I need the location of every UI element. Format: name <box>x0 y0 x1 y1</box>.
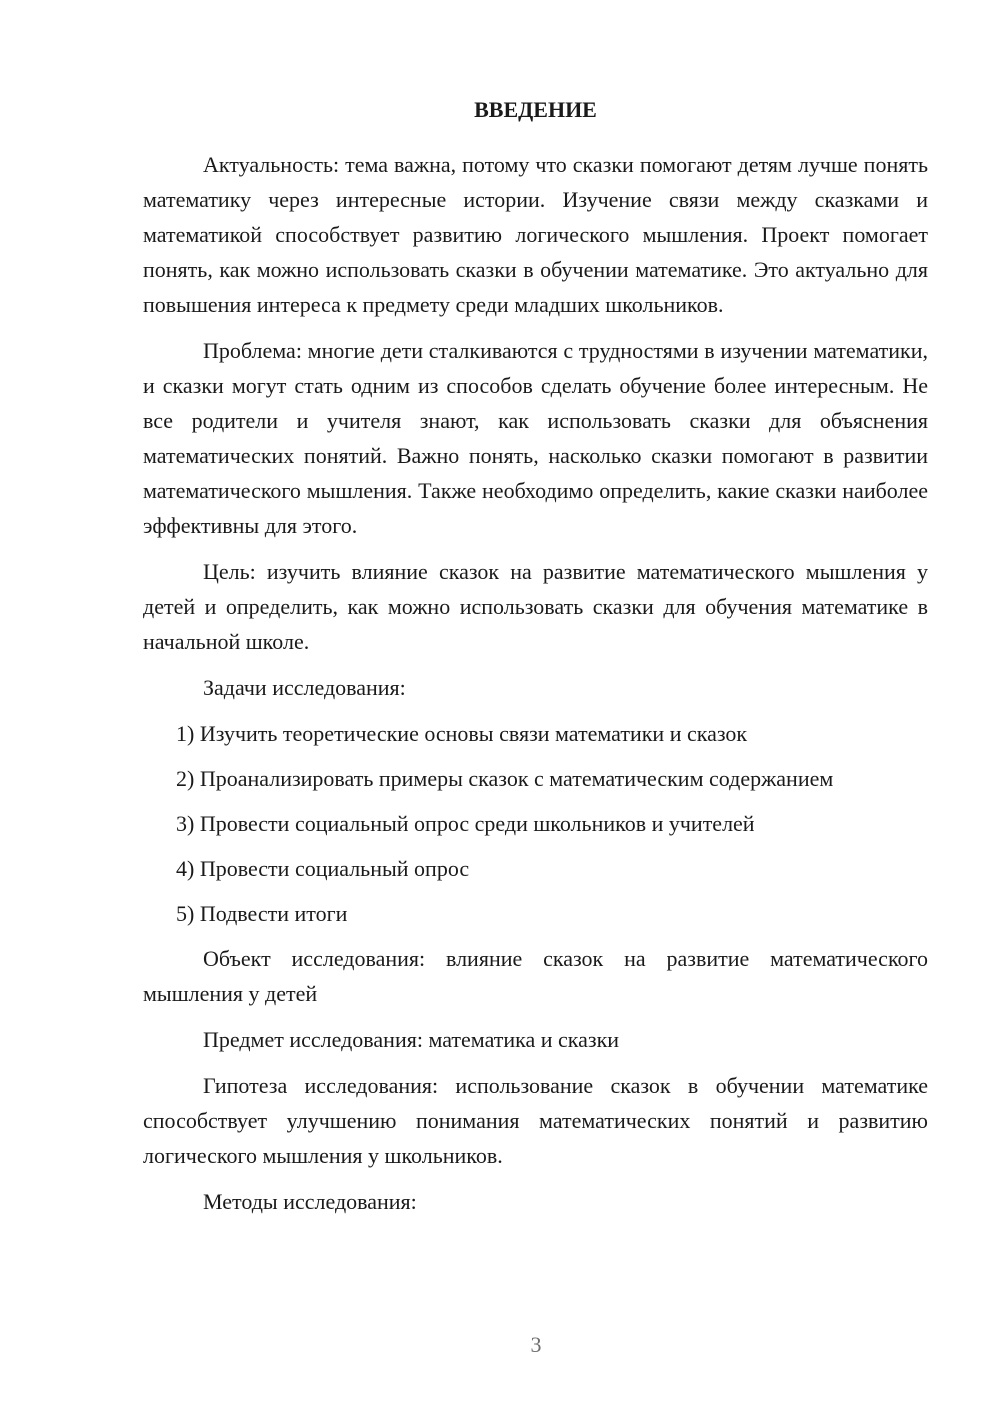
hypothesis-paragraph: Гипотеза исследования: использование сказок в обучении математике способствует улучшению понимания математических понятий и развитию логического мышления у школьников. <box>143 1073 928 1168</box>
section-title: ВВЕДЕНИЕ <box>474 97 597 122</box>
task-item: 5) Подвести итоги <box>176 901 348 926</box>
object-paragraph: Объект исследования: влияние сказок на развитие математического мышления у детей <box>143 946 928 1006</box>
task-item: 1) Изучить теоретические основы связи математики и сказок <box>176 721 748 746</box>
task-item: 4) Провести социальный опрос <box>176 856 470 881</box>
task-item: 2) Проанализировать примеры сказок с математическим содержанием <box>176 766 834 791</box>
page-number: 3 <box>530 1332 542 1357</box>
actuality-paragraph: Актуальность: тема важна, потому что сказки помогают детям лучше понять математику через интересные истории. Изучение связи между сказками и математикой способствует развитию логического мышления. Проект помогает понять, как можно использовать сказки в обучении математике. Это актуально для повышения интереса к предмету среди младших школьников. <box>143 152 928 317</box>
subject-paragraph: Предмет исследования: математика и сказки <box>203 1027 620 1052</box>
tasks-heading: Задачи исследования: <box>203 675 406 700</box>
tasks-list <box>143 716 928 931</box>
goal-paragraph: Цель: изучить влияние сказок на развитие математического мышления у детей и определить, как можно использовать сказки для обучения математике в начальной школе. <box>143 559 928 654</box>
task-item: 3) Провести социальный опрос среди школьников и учителей <box>176 811 755 836</box>
document-page <box>143 92 928 1230</box>
problem-paragraph: Проблема: многие дети сталкиваются с трудностями в изучении математики, и сказки могут стать одним из способов сделать обучение более интересным. Не все родители и учителя знают, как использовать сказки для объяснения математических понятий. Важно понять, насколько сказки помогают в развитии математического мышления. Также необходимо определить, какие сказки наиболее эффективны для этого. <box>143 338 928 538</box>
methods-heading: Методы исследования: <box>203 1189 417 1214</box>
